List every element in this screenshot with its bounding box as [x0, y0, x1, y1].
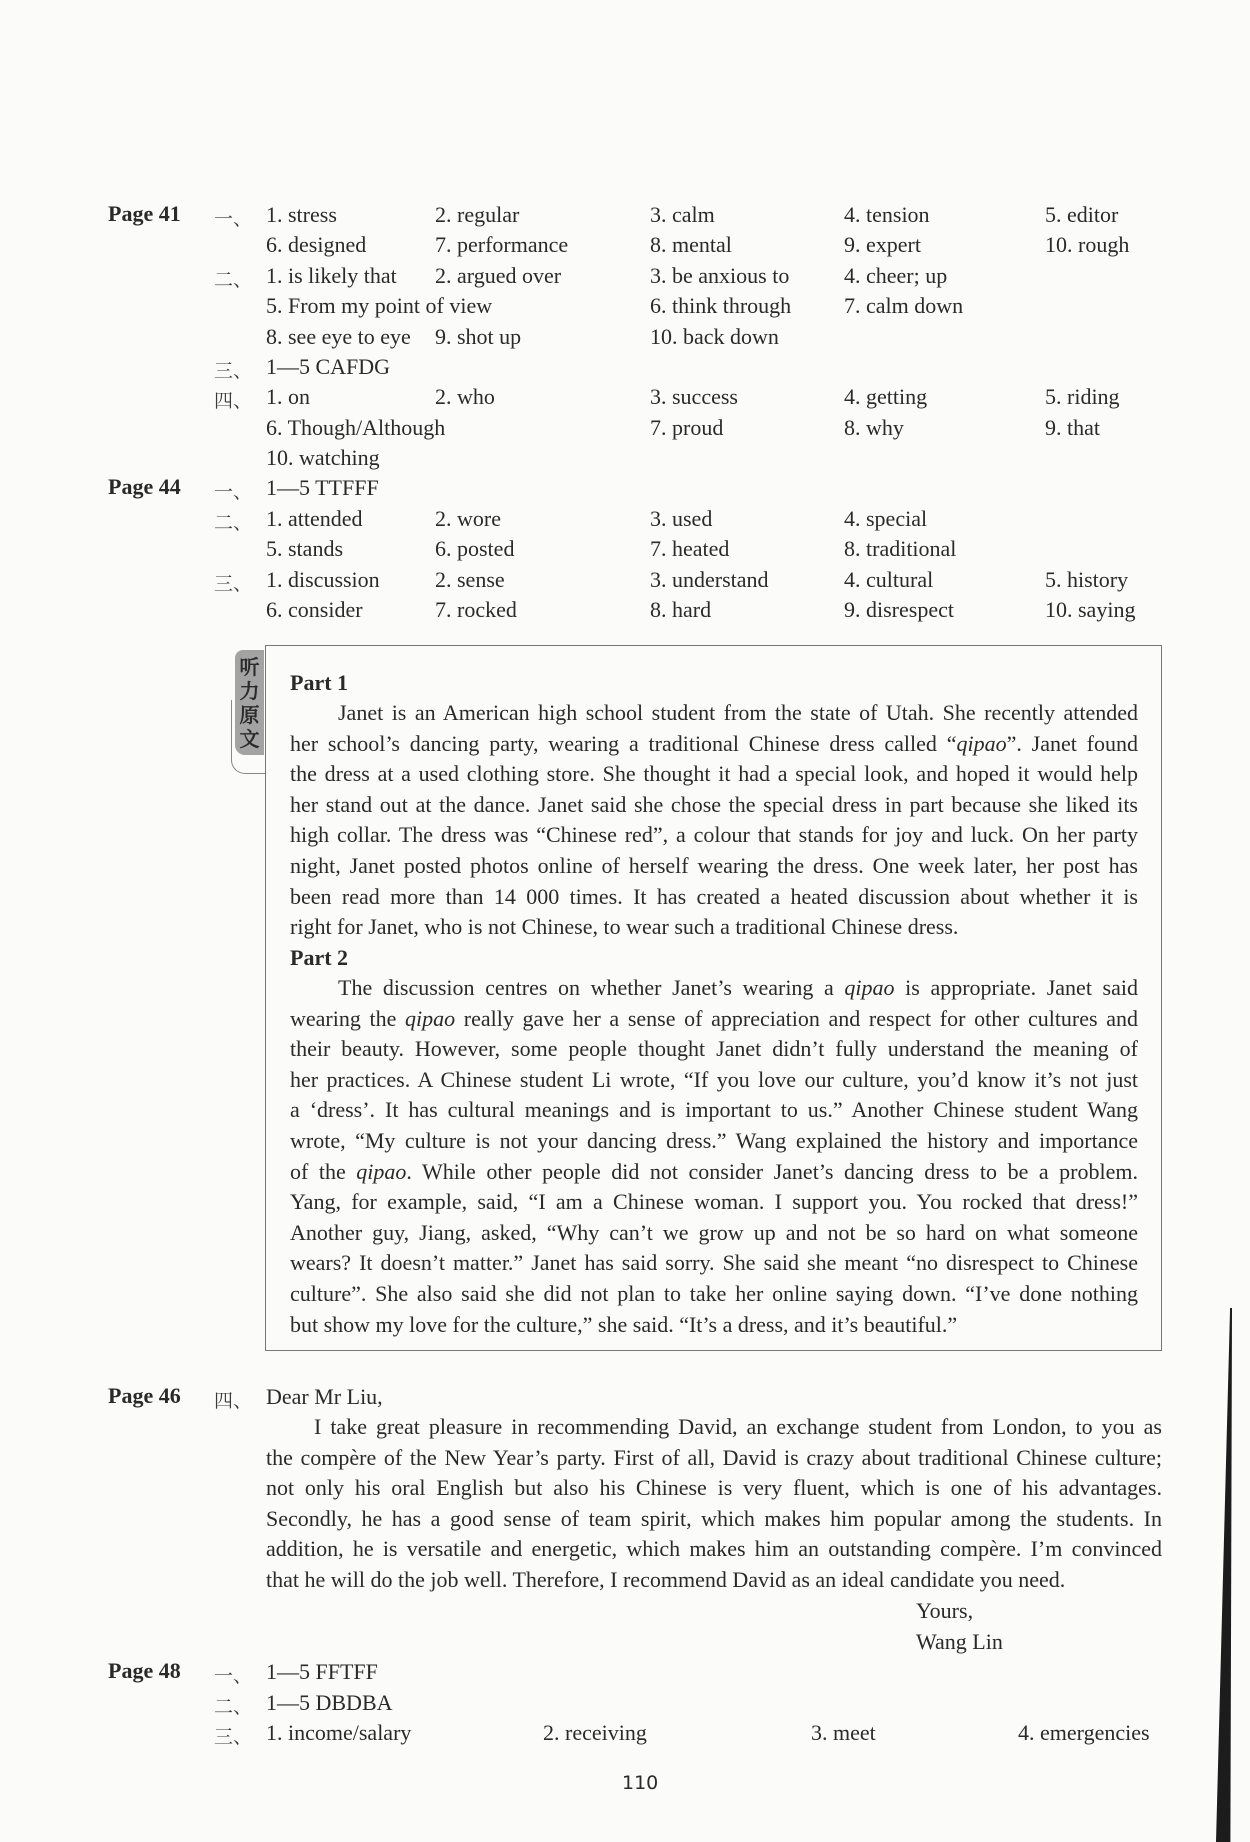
letter-signature: Wang Lin: [916, 1629, 1003, 1654]
section-marker: 二、: [214, 512, 253, 534]
text-line: been read more than 14 000 times. It has created a heated discussion about whether it is: [290, 883, 1138, 909]
section-marker: 一、: [214, 1665, 253, 1687]
text-fragment: is appropriate. Janet said: [894, 975, 1138, 1000]
answer-key: 1—5 DBDBA: [266, 1690, 393, 1715]
answer-item: 9. disrespect: [844, 597, 954, 622]
section-marker: 四、: [214, 390, 253, 412]
answer-item: 6. think through: [650, 293, 792, 318]
text-line: Janet is an American high school student from the state of Utah. She recently attended: [338, 700, 1138, 725]
answer-item: 2. regular: [435, 202, 520, 227]
text-fragment: her school’s dancing party, wearing a traditional Chinese dress called “: [290, 730, 957, 756]
italic-term: qipao: [956, 730, 1007, 756]
scan-edge-shadow: [1216, 1308, 1232, 1842]
answer-item: 7. calm down: [844, 293, 964, 318]
part-2-text: [290, 973, 1138, 1340]
tab-char: 文: [239, 726, 260, 751]
answer-item: 10. rough: [1045, 232, 1130, 257]
answer-item: 8. why: [844, 415, 904, 440]
answer-item: 5. riding: [1045, 384, 1120, 409]
section-marker: 三、: [214, 573, 253, 595]
answer-item: 9. that: [1045, 415, 1100, 440]
answer-item: 2. sense: [435, 567, 505, 592]
text-line: the compère of the New Year’s party. First of all, David is crazy about traditional Chinese culture;: [266, 1444, 1162, 1470]
answer-item: 4. emergencies: [1018, 1720, 1150, 1745]
italic-term: qipao: [405, 1005, 456, 1031]
answer-item: 1. is likely that: [266, 263, 397, 288]
answer-item: 7. proud: [650, 415, 724, 440]
answer-item: 4. tension: [844, 202, 930, 227]
answer-item: 5. From my point of view: [266, 293, 493, 318]
answer-item: 6. posted: [435, 536, 515, 561]
text-line: that he will do the job well. Therefore, I recommend David as an ideal candidate you need.: [266, 1566, 1066, 1592]
section-marker: 四、: [214, 1390, 253, 1412]
text-line: addition, he is versatile and energetic, which makes him an outstanding compère. I’m convinced: [266, 1536, 1162, 1562]
answer-item: 5. stands: [266, 536, 343, 561]
section-marker: 二、: [214, 269, 253, 291]
page-44-label: Page 44: [108, 474, 181, 499]
answer-item: 3. success: [650, 384, 738, 409]
letter-closing: Yours,: [916, 1598, 974, 1623]
text-fragment: . While other people did not consider Janet’s dancing dress to be a problem.: [406, 1158, 1138, 1184]
text-line: Yang, for example, said, “I am a Chinese woman. I support you. You rocked that dress!”: [290, 1189, 1138, 1215]
text-line: night, Janet posted photos online of herself wearing the dress. One week later, her post has: [290, 852, 1138, 878]
answer-item: 4. getting: [844, 384, 928, 409]
answer-item: 3. be anxious to: [650, 263, 790, 288]
text-line: their beauty. However, some people thought Janet didn’t fully understand the meaning of: [290, 1036, 1138, 1062]
answer-item: 1. stress: [266, 202, 337, 227]
text-line: right for Janet, who is not Chinese, to wear such a traditional Chinese dress.: [290, 914, 959, 940]
answer-item: 6. consider: [266, 597, 363, 622]
text-line: culture”. She also said she did not plan to take her online saying down. “I’ve done nothing: [290, 1280, 1138, 1306]
text-line: her stand out at the dance. Janet said she chose the special dress in part because she liked its: [290, 791, 1138, 817]
answer-item: 8. hard: [650, 597, 712, 622]
answer-item: 10. saying: [1045, 597, 1136, 622]
text-line: Another guy, Jiang, asked, “Why can’t we grow up and not be so hard on what someone: [290, 1219, 1138, 1245]
answer-item: 4. cheer; up: [844, 263, 948, 288]
answer-item: 3. calm: [650, 202, 715, 227]
letter-body: [266, 1412, 1162, 1596]
answer-key: 1—5 CAFDG: [266, 354, 391, 379]
answer-item: 10. back down: [650, 324, 779, 349]
answer-item: 8. mental: [650, 232, 732, 257]
letter-salutation: Dear Mr Liu,: [266, 1384, 383, 1409]
part-2-title: Part 2: [290, 945, 349, 970]
italic-term: qipao: [844, 975, 895, 1000]
answer-item: 2. receiving: [543, 1720, 647, 1745]
text-fragment: wearing the: [290, 1005, 406, 1031]
answer-item: 3. used: [650, 506, 713, 531]
text-line: wears? It doesn’t matter.” Janet has said sorry. She said she meant “no disrespect to Chinese: [290, 1250, 1138, 1276]
answer-item: 10. watching: [266, 445, 380, 470]
text-fragment: really gave her a sense of appreciation and respect for other cultures and: [455, 1005, 1138, 1031]
answer-item: 6. Though/Although: [266, 415, 446, 440]
answer-item: 9. expert: [844, 232, 921, 257]
page-41-label: Page 41: [108, 201, 181, 226]
answer-item: 6. designed: [266, 232, 367, 257]
listening-transcript-tab: [235, 650, 264, 755]
text-line: her practices. A Chinese student Li wrote, “If you love our culture, you’d know it’s not just: [290, 1066, 1138, 1092]
text-line: not only his oral English but also his Chinese is very fluent, which is one of his advantages.: [266, 1475, 1162, 1501]
answer-key: 1—5 FFTFF: [266, 1659, 378, 1684]
answer-item: 3. meet: [811, 1720, 876, 1745]
answer-item: 4. special: [844, 506, 928, 531]
answer-item: 2. argued over: [435, 263, 562, 288]
answer-item: 1. on: [266, 384, 310, 409]
answer-key: 1—5 TTFFF: [266, 475, 379, 500]
section-marker: 三、: [214, 360, 253, 382]
answer-item: 7. rocked: [435, 597, 517, 622]
answer-item: 3. understand: [650, 567, 769, 592]
answer-item: 1. income/salary: [266, 1720, 412, 1745]
text-line: [290, 1004, 1138, 1035]
answer-item: 1. discussion: [266, 567, 380, 592]
text-line: but show my love for the culture,” she said. “It’s a dress, and it’s beautiful.”: [290, 1311, 958, 1337]
answer-item: 8. see eye to eye: [266, 324, 411, 349]
text-line: high collar. The dress was “Chinese red”, a colour that stands for joy and luck. On her party: [290, 822, 1138, 848]
answer-item: 9. shot up: [435, 324, 522, 349]
answer-item: 4. cultural: [844, 567, 934, 592]
tab-char: 原: [239, 702, 260, 727]
text-line: wrote, “My culture is not your dancing dress.” Wang explained the history and importance: [290, 1127, 1138, 1153]
section-marker: 一、: [214, 208, 253, 230]
answer-item: 8. traditional: [844, 536, 957, 561]
text-line: [290, 729, 1138, 760]
section-marker: 二、: [214, 1696, 253, 1718]
answer-item: 5. history: [1045, 567, 1129, 592]
part-1-text: [290, 698, 1138, 943]
tab-char: 力: [239, 678, 260, 703]
text-line: [290, 973, 1138, 1004]
section-marker: 三、: [214, 1726, 253, 1748]
section-marker: 一、: [214, 481, 253, 503]
answer-item: 7. heated: [650, 536, 730, 561]
answer-item: 2. who: [435, 384, 495, 409]
text-line: Secondly, he has a good sense of team spirit, which makes him popular among the students. In: [266, 1505, 1162, 1531]
answer-item: 7. performance: [435, 232, 569, 257]
answer-item: 2. wore: [435, 506, 501, 531]
part-1-title: Part 1: [290, 670, 349, 695]
text-line: a ‘dress’. It has cultural meanings and is important to us.” Another Chinese student Wang: [290, 1097, 1138, 1123]
answer-item: 5. editor: [1045, 202, 1119, 227]
page-46-label: Page 46: [108, 1383, 181, 1408]
page-number: 110: [622, 1772, 659, 1794]
text-line: [290, 1157, 1138, 1188]
text-fragment: The discussion centres on whether Janet’s wearing a: [338, 975, 845, 1000]
text-fragment: ”. Janet found: [1006, 730, 1139, 756]
text-fragment: of the: [290, 1158, 357, 1184]
answer-item: 1. attended: [266, 506, 363, 531]
text-line: the dress at a used clothing store. She thought it had a special look, and hoped it would help: [290, 761, 1138, 787]
tab-char: 听: [239, 654, 260, 679]
page-48-label: Page 48: [108, 1658, 181, 1683]
italic-term: qipao: [356, 1158, 407, 1184]
text-line: I take great pleasure in recommending David, an exchange student from London, to you as: [314, 1414, 1162, 1439]
